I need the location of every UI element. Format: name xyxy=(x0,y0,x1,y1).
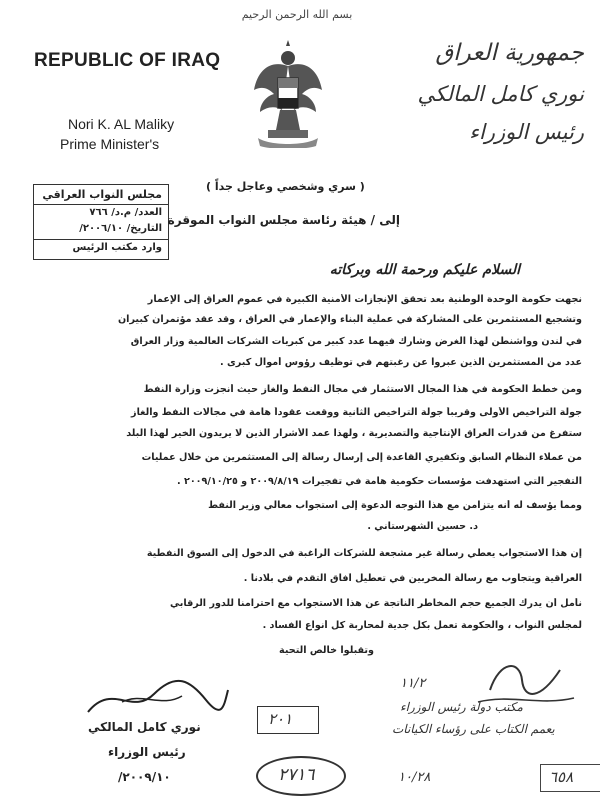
stamp-date: التاريخ/ ٢٠٠٦/١٠/ xyxy=(79,223,162,234)
body-line: عدد من المستثمرين الذين عبروا عن رغبتهم في توظيف رؤوس أموال كبرى . xyxy=(220,357,582,368)
reference-box xyxy=(257,706,319,734)
addressee: إلى / هيئة رئاسة مجلس النواب الموقرة xyxy=(167,213,400,227)
prime-minister-name-ar: نوري كامل المالكي xyxy=(417,82,584,106)
handwritten-signature-icon xyxy=(82,672,232,720)
classification-label: ( سري وشخصي وعاجل جداً ) xyxy=(206,180,365,193)
circled-number-value: ٢٧١٦ xyxy=(278,765,315,785)
prime-minister-title-en: Prime Minister's xyxy=(60,136,160,152)
body-line: من عملاء النظام السابق وتكفيري القاعدة إلى إرسال رسالة إلى المستثمرين من خلال عمليات xyxy=(141,452,582,463)
republic-of-iraq-ar: جمهورية العراق xyxy=(435,40,584,66)
republic-of-iraq-title: REPUBLIC OF IRAQ xyxy=(34,50,221,71)
stamp-number: العدد/ م.د/ ٧٦٦ xyxy=(89,207,162,218)
id-box-number: ٦٥٨ xyxy=(549,768,574,786)
iraq-eagle-emblem-icon xyxy=(250,38,326,148)
body-line: التفجير التي استهدفت مؤسسات حكومية هامة في تفجيرات ٢٠٠٩/٨/١٩ و ٢٠٠٩/١٠/٢٥ . xyxy=(176,476,582,487)
arabic-letterhead xyxy=(392,40,584,150)
handwritten-date-note: ١١/٢ xyxy=(400,676,426,691)
signer-date: ٢٠٠٩/١٠/ xyxy=(118,770,171,784)
signer-name: نوري كامل المالكي xyxy=(88,720,201,734)
body-line: ومما يؤسف له أنه يتزامن مع هذا التوجه الدعوة إلى استجواب معالي وزير النفط xyxy=(208,500,582,511)
basmala: بسم الله الرحمن الرحيم xyxy=(241,8,353,21)
closing-line: وتقبلوا خالص التحية xyxy=(279,645,374,656)
body-line: العراقية ويتجاوب مع رسالة المخربين في تعطيل آفاق التقدم في بلادنا . xyxy=(243,573,582,584)
prime-minister-name-en: Nori K. AL Maliky xyxy=(68,116,175,132)
signer-title: رئيس الوزراء xyxy=(108,745,186,759)
body-line: لمجلس النواب ، والحكومة تعمل بكل جدية لمحاربة كل أنواع الفساد . xyxy=(262,620,582,631)
body-line: نجهت حكومة الوحدة الوطنية بعد تحقق الإنجازات الأمنية الكبيرة في عموم العراق إلى الإعمار xyxy=(147,294,582,305)
stamp-title: مجلس النواب العراقي xyxy=(42,188,162,201)
body-line: وتشجيع المستثمرين على المشاركة في عملية البناء والإعمار في العراق ، وقد عقد مؤتمران كبيران xyxy=(117,314,582,325)
handwritten-note-distribution: يعمم الكتاب على رؤساء الكيانات xyxy=(392,722,555,736)
handwritten-note-office: مكتب دولة رئيس الوزراء xyxy=(400,700,523,714)
circled-number xyxy=(256,756,346,796)
parliament-incoming-stamp xyxy=(33,184,169,260)
body-line: ستفرغ من قدرات العراق الإنتاجية والتصديرية ، ولهذا عمد الأشرار الذين لا يريدون الخير لهذا البلد xyxy=(126,428,582,439)
id-box xyxy=(540,764,600,792)
body-line: إن هذا الاستجواب يعطي رسالة غير مشجعة للشركات الراغبة في الدخول إلى السوق النفطية xyxy=(146,548,582,559)
body-line: جولة التراخيص الأولى وقريباً جولة التراخيص الثانية ووقعت عقوداً هامة في مجالات النفط والغاز xyxy=(131,407,582,418)
handwritten-date-note-bottom: ١٠/٢٨ xyxy=(398,770,431,785)
stamp-office: وارد مكتب الرئيس xyxy=(72,242,162,253)
greeting: السلام عليكم ورحمة الله وبركاته xyxy=(329,262,520,278)
reference-box-number: ٢٠١ xyxy=(268,710,293,728)
body-line: نأمل أن يدرك الجميع حجم المخاطر الناتجة عن هذا الاستجواب مع احترامنا للدور الرقابي xyxy=(170,598,582,609)
prime-minister-title-ar: رئيس الوزراء xyxy=(469,120,584,144)
body-line: د. حسين الشهرستاني . xyxy=(367,521,478,532)
body-line: في لندن وواشنطن لهذا الغرض وشارك فيهما عدد كبير من كبريات الشركات العالمية وزار العراق xyxy=(130,336,582,347)
body-line: ومن خطط الحكومة في هذا المجال الاستثمار في مجال النفط والغاز حيث أنجزت وزارة النفط xyxy=(143,384,582,395)
